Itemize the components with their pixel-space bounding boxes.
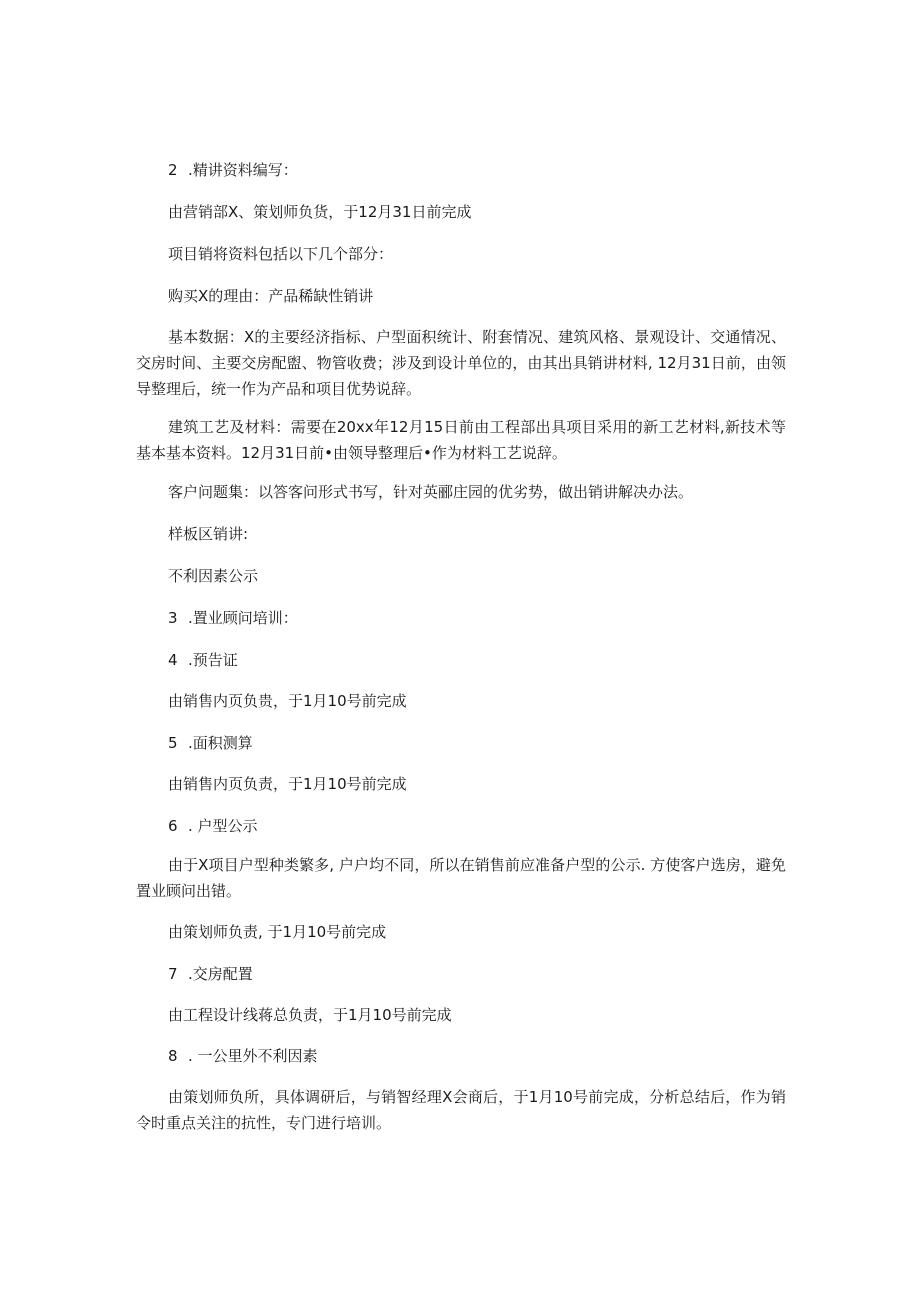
section-number: 4 <box>168 651 178 669</box>
section-2-item-faq: 客户问题集：以答客问形式书写，针对英郦庄园的优劣势，做出销讲解决办法。 <box>168 483 694 501</box>
section-8-heading <box>168 1046 318 1066</box>
section-2-owner: 由营销部X、策划师负货，于12月31日前完成 <box>168 203 472 221</box>
section-4-owner: 由销售内页负贵，于1月10号前完成 <box>168 692 407 710</box>
section-6-owner: 由策划师负责, 于1月10号前完成 <box>168 923 387 941</box>
section-title: . 一公里外不利因素 <box>188 1047 318 1065</box>
section-2-item-sample: 样板区销讲: <box>168 525 249 543</box>
section-2-intro: 项目销将资料包括以下几个部分： <box>168 245 394 263</box>
section-2-item-reason: 购买X的理由：产品稀缺性销讲 <box>168 287 374 305</box>
section-2-heading <box>168 160 298 180</box>
section-number: 6 <box>168 817 178 835</box>
section-title: . 户型公示 <box>188 817 258 835</box>
section-title: .精讲资料编写： <box>188 161 298 179</box>
section-6-heading <box>168 816 258 836</box>
section-title: .面积测算 <box>188 734 253 752</box>
section-6-description: 由于X项目户型种类繁多, 户户均不同，所以在销售前应准备户型的公示. 方使客户选房，避免置业顾问出错。 <box>136 856 786 900</box>
section-number: 5 <box>168 734 178 752</box>
section-8-description: 由策划师负所，具体调研后，与销智经理X会商后，于1月10号前完成，分析总结后，作为销令时重点关注的抗性，专门进行培训。 <box>136 1088 786 1132</box>
section-2-item-craft: 建筑工艺及材料：需要在20xx年12月15日前由工程部出具项目采用的新工艺材料,新技术等基本基本资料。12月31日前•由领导整理后•作为材料工艺说辞。 <box>136 418 786 462</box>
section-title: .置业顾问培训： <box>188 609 298 627</box>
section-number: 8 <box>168 1047 178 1065</box>
section-5-owner: 由销售内页负责，于1月10号前完成 <box>168 775 407 793</box>
section-title: .交房配置 <box>188 965 253 983</box>
section-number: 2 <box>168 161 178 179</box>
section-2-item-basic: 基本数据：X的主要经济指标、户型面积统计、附套情况、建筑风格、景观设计、交通情况、交房时间、主要交房配盥、物管收费；涉及到设计单位的，由其出具销讲材料, 12月31日前，由领导整理后，统一作为产品和项目优势说辞。 <box>136 328 786 398</box>
section-4-heading <box>168 650 238 670</box>
section-2-item-adverse: 不利因素公示 <box>168 567 259 585</box>
section-number: 7 <box>168 965 178 983</box>
section-title: .预告证 <box>188 651 238 669</box>
section-7-heading <box>168 964 253 984</box>
section-5-heading <box>168 733 253 753</box>
section-7-owner: 由工程设计线蒋总负责，于1月10号前完成 <box>168 1006 452 1024</box>
section-number: 3 <box>168 609 178 627</box>
section-3-heading <box>168 608 298 628</box>
